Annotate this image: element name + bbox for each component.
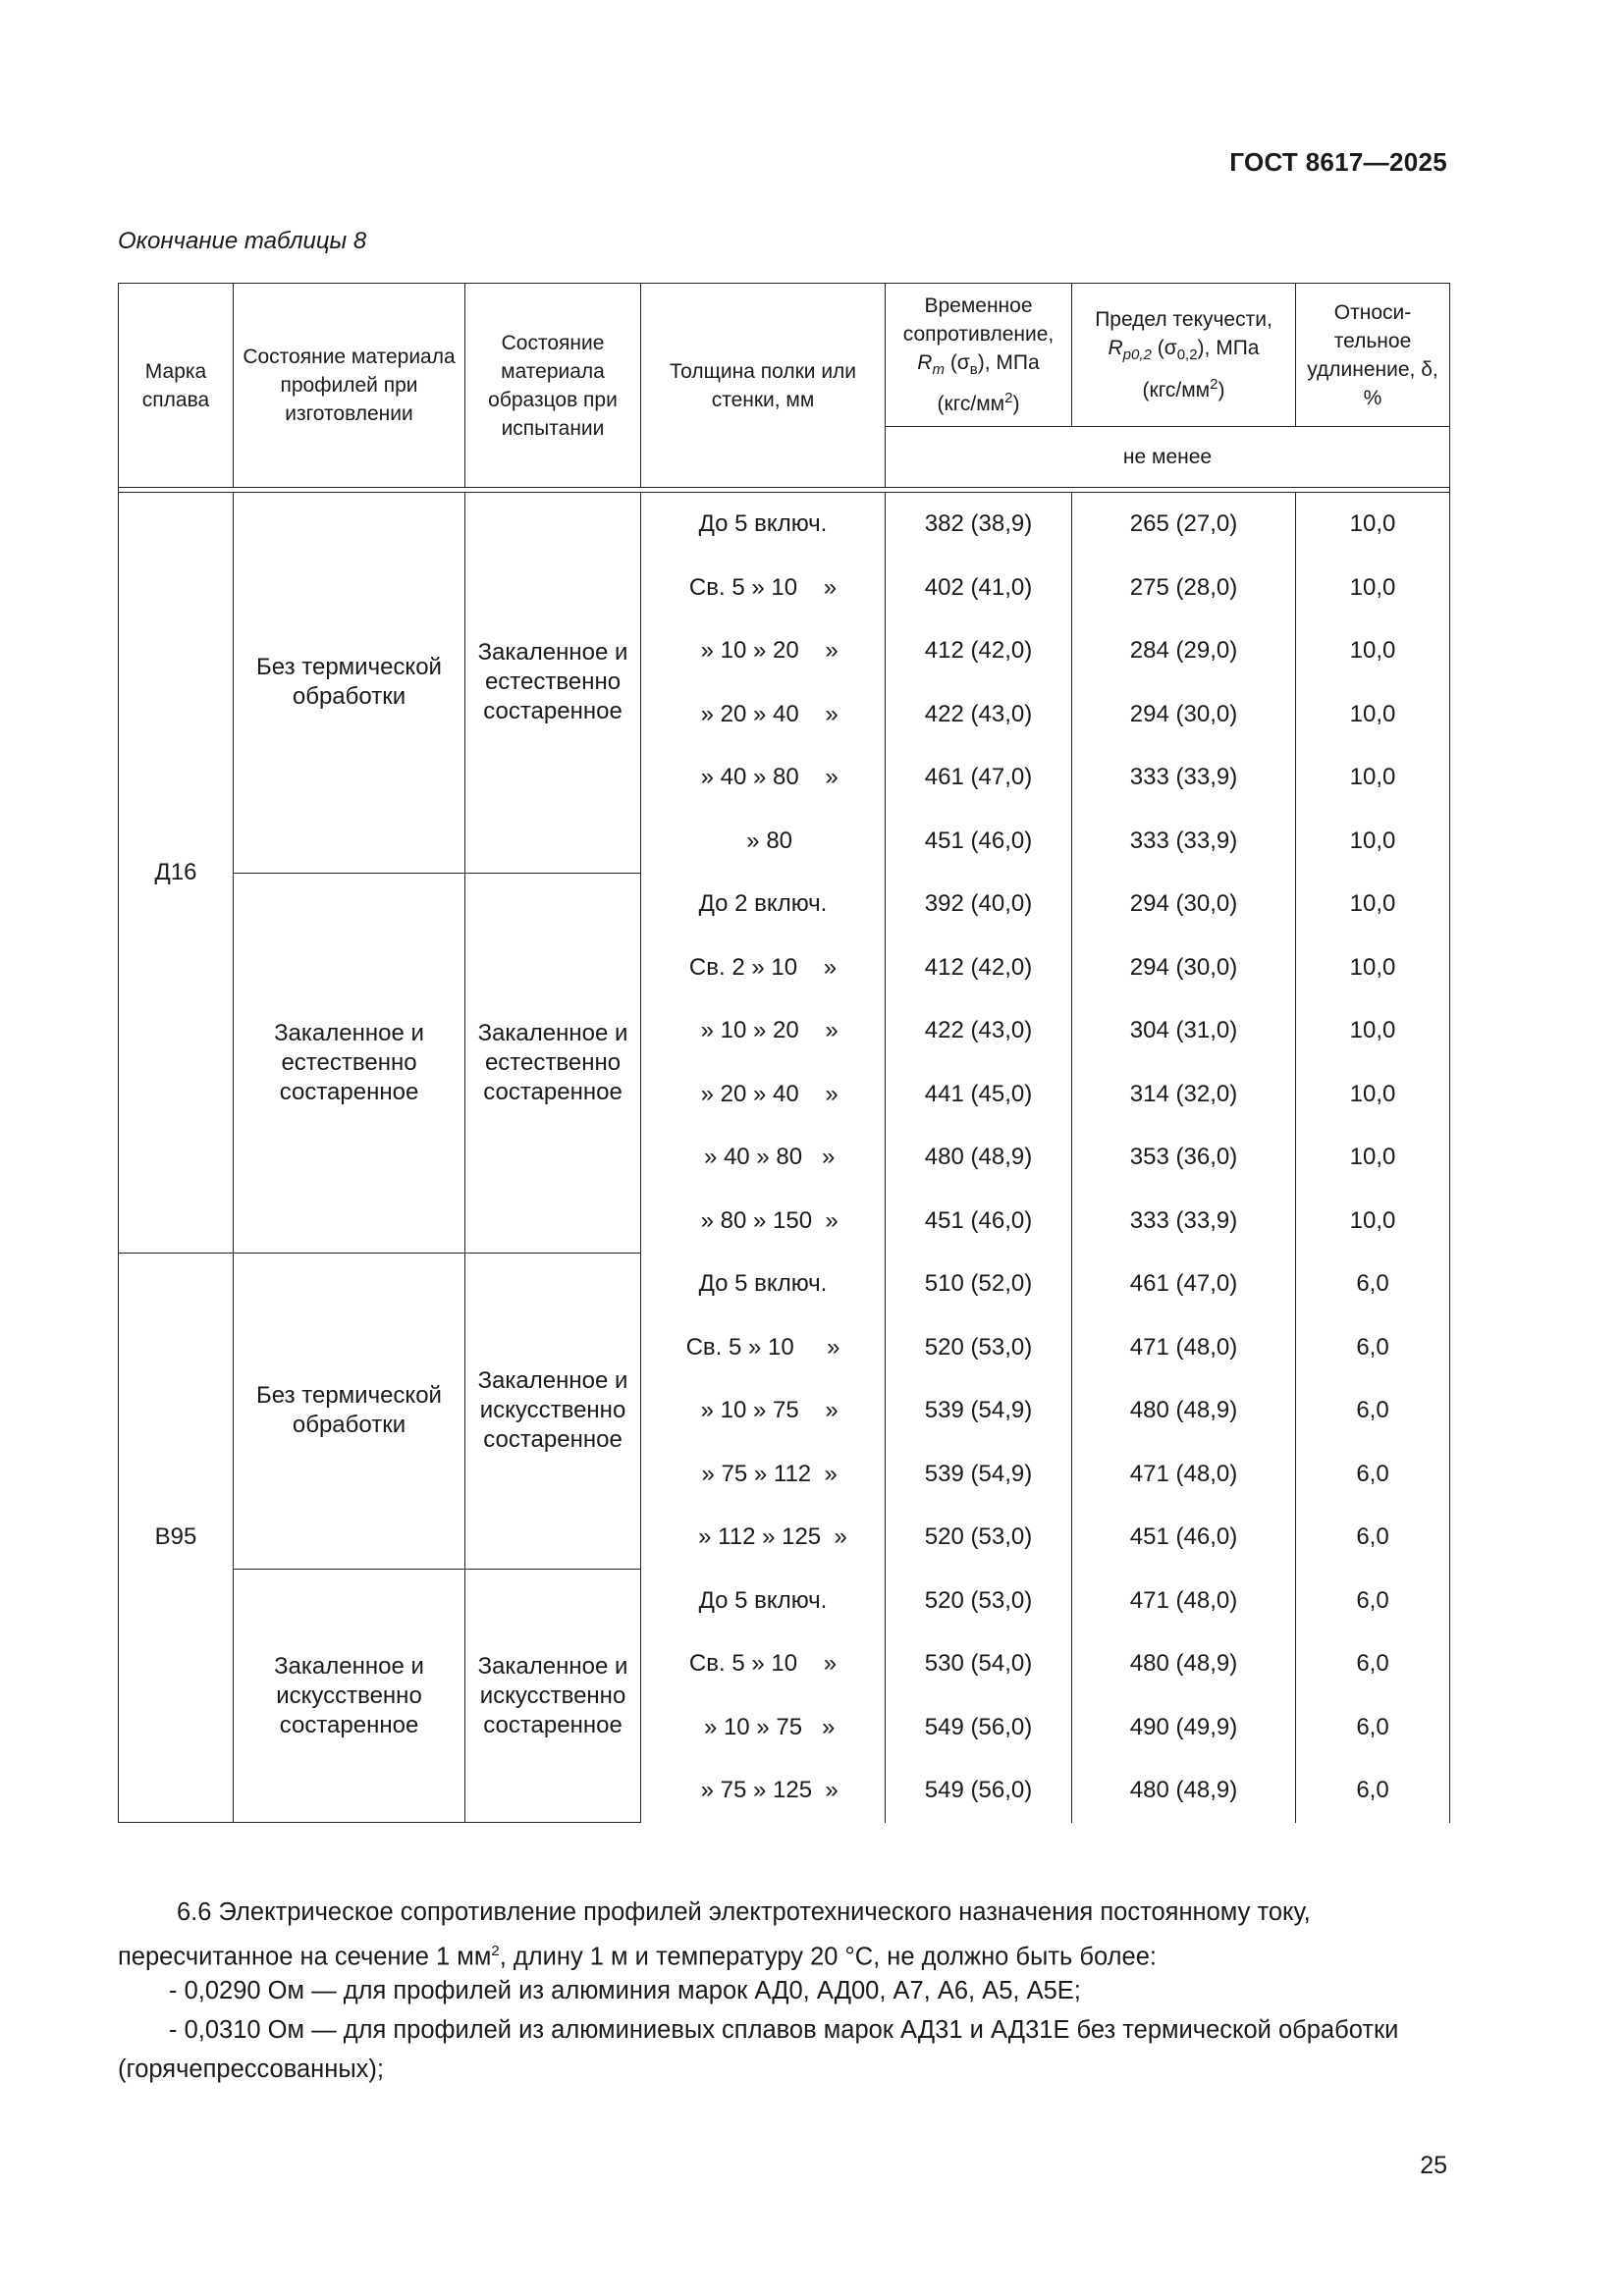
cell-thickness: » 10 » 75 »	[641, 1696, 886, 1760]
cell-elongation: 10,0	[1296, 1126, 1450, 1190]
cell-elongation: 10,0	[1296, 1063, 1450, 1127]
cell-elongation: 10,0	[1296, 936, 1450, 1000]
cell-yield: 304 (31,0)	[1072, 999, 1296, 1063]
cell-yield: 461 (47,0)	[1072, 1253, 1296, 1316]
bullet-aluminium: - 0,0290 Ом — для профилей из алюминия марок АД0, АД00, А7, А6, А5, А5Е;	[169, 1977, 1081, 2004]
cell-thickness: » 40 » 80 »	[641, 746, 886, 810]
cell-tensile: 520 (53,0)	[886, 1506, 1072, 1570]
document-id: ГОСТ 8617—2025	[1229, 147, 1447, 177]
cell-yield: 471 (48,0)	[1072, 1316, 1296, 1380]
cell-sample-state: Закаленное и естественно состаренное	[465, 873, 641, 1253]
cell-sample-state: Закаленное и искусственно состаренное	[465, 1253, 641, 1570]
header-tensile-strength: Временное сопротивление, $R_m$ $(\sigma_в)$, МПа $(кгс/мм^2)$	[886, 284, 1072, 427]
table-caption: Окончание таблицы 8	[118, 228, 367, 254]
cell-elongation: 10,0	[1296, 999, 1450, 1063]
cell-yield: 265 (27,0)	[1072, 493, 1296, 557]
header-minimum: не менее	[886, 427, 1450, 488]
cell-elongation: 10,0	[1296, 1190, 1450, 1254]
table-body	[119, 493, 1450, 1823]
cell-yield: 333 (33,9)	[1072, 1190, 1296, 1254]
cell-elongation: 6,0	[1296, 1253, 1450, 1316]
cell-tensile: 422 (43,0)	[886, 683, 1072, 747]
table-row	[119, 493, 1450, 557]
cell-elongation: 10,0	[1296, 873, 1450, 936]
cell-thickness: Св. 5 » 10 »	[641, 1632, 886, 1696]
cell-yield: 471 (48,0)	[1072, 1570, 1296, 1633]
cell-elongation: 10,0	[1296, 683, 1450, 747]
cell-tensile: 549 (56,0)	[886, 1696, 1072, 1760]
cell-elongation: 10,0	[1296, 810, 1450, 874]
cell-tensile: 539 (54,9)	[886, 1379, 1072, 1443]
cell-profile-state: Без термической обработки	[234, 1253, 465, 1570]
cell-yield: 294 (30,0)	[1072, 873, 1296, 936]
cell-thickness: » 10 » 20 »	[641, 619, 886, 683]
cell-yield: 294 (30,0)	[1072, 936, 1296, 1000]
cell-elongation: 10,0	[1296, 493, 1450, 557]
cell-yield: 480 (48,9)	[1072, 1759, 1296, 1823]
cell-elongation: 10,0	[1296, 746, 1450, 810]
cell-alloy: Д16	[119, 493, 234, 1254]
table-row	[119, 873, 1450, 936]
cell-tensile: 422 (43,0)	[886, 999, 1072, 1063]
header-yield-strength: Предел текучести, $R_{p0,2}$ $(\sigma_{0,2})$, МПа $(кгс/мм^2)$	[1072, 284, 1296, 427]
cell-yield: 490 (49,9)	[1072, 1696, 1296, 1760]
bullet-alloys: - 0,0310 Ом — для профилей из алюминиевых сплавов марок АД31 и АД31Е без термической обработки (горячепрессованных);	[118, 2016, 1399, 2083]
cell-profile-state: Закаленное и искусственно состаренное	[234, 1570, 465, 1823]
cell-elongation: 6,0	[1296, 1696, 1450, 1760]
page-number: 25	[1420, 2152, 1447, 2179]
cell-elongation: 10,0	[1296, 557, 1450, 620]
cell-tensile: 549 (56,0)	[886, 1759, 1072, 1823]
cell-thickness: » 75 » 125 »	[641, 1759, 886, 1823]
cell-tensile: 412 (42,0)	[886, 619, 1072, 683]
cell-yield: 333 (33,9)	[1072, 746, 1296, 810]
header-elongation: Относи-тельное удлинение, δ, %	[1296, 284, 1450, 427]
cell-tensile: 520 (53,0)	[886, 1316, 1072, 1380]
cell-profile-state: Закаленное и естественно состаренное	[234, 873, 465, 1253]
cell-sample-state: Закаленное и искусственно состаренное	[465, 1570, 641, 1823]
cell-thickness: » 10 » 75 »	[641, 1379, 886, 1443]
mechanical-properties-table	[118, 283, 1450, 1823]
cell-tensile: 392 (40,0)	[886, 873, 1072, 936]
cell-thickness: » 20 » 40 »	[641, 683, 886, 747]
cell-tensile: 441 (45,0)	[886, 1063, 1072, 1127]
cell-thickness: Св. 2 » 10 »	[641, 936, 886, 1000]
cell-thickness: » 20 » 40 »	[641, 1063, 886, 1127]
cell-thickness: » 80	[641, 810, 886, 874]
header-profile-state: Состояние материала профилей при изготовлении	[234, 284, 465, 488]
cell-elongation: 10,0	[1296, 619, 1450, 683]
cell-tensile: 402 (41,0)	[886, 557, 1072, 620]
paragraph-6-6: 6.6 Электрическое сопротивление профилей электротехнического назначения постоянному току, пересчитанное на сечение 1 $мм^2$, длину 1 м и температуру 20 °С, не должно быть более:	[118, 1898, 1311, 1971]
cell-thickness: До 5 включ.	[641, 1570, 886, 1633]
cell-tensile: 530 (54,0)	[886, 1632, 1072, 1696]
cell-alloy: В95	[119, 1253, 234, 1823]
table-row	[119, 1253, 1450, 1316]
cell-yield: 451 (46,0)	[1072, 1506, 1296, 1570]
cell-yield: 480 (48,9)	[1072, 1379, 1296, 1443]
table-row	[119, 1570, 1450, 1633]
cell-tensile: 510 (52,0)	[886, 1253, 1072, 1316]
cell-tensile: 539 (54,9)	[886, 1443, 1072, 1507]
cell-tensile: 451 (46,0)	[886, 1190, 1072, 1254]
cell-elongation: 6,0	[1296, 1379, 1450, 1443]
cell-thickness: » 80 » 150 »	[641, 1190, 886, 1254]
cell-elongation: 6,0	[1296, 1316, 1450, 1380]
cell-thickness: » 75 » 112 »	[641, 1443, 886, 1507]
cell-tensile: 461 (47,0)	[886, 746, 1072, 810]
cell-elongation: 6,0	[1296, 1506, 1450, 1570]
cell-thickness: » 40 » 80 »	[641, 1126, 886, 1190]
cell-thickness: » 10 » 20 »	[641, 999, 886, 1063]
cell-tensile: 480 (48,9)	[886, 1126, 1072, 1190]
cell-tensile: 451 (46,0)	[886, 810, 1072, 874]
cell-yield: 314 (32,0)	[1072, 1063, 1296, 1127]
cell-yield: 471 (48,0)	[1072, 1443, 1296, 1507]
cell-elongation: 6,0	[1296, 1632, 1450, 1696]
cell-yield: 333 (33,9)	[1072, 810, 1296, 874]
cell-yield: 284 (29,0)	[1072, 619, 1296, 683]
header-sample-state: Состояние материала образцов при испытании	[465, 284, 641, 488]
cell-thickness: До 2 включ.	[641, 873, 886, 936]
cell-yield: 275 (28,0)	[1072, 557, 1296, 620]
header-thickness: Толщина полки или стенки, мм	[641, 284, 886, 488]
cell-thickness: Св. 5 » 10 »	[641, 557, 886, 620]
cell-elongation: 6,0	[1296, 1570, 1450, 1633]
cell-yield: 480 (48,9)	[1072, 1632, 1296, 1696]
cell-thickness: » 112 » 125 »	[641, 1506, 886, 1570]
cell-thickness: Св. 5 » 10 »	[641, 1316, 886, 1380]
cell-elongation: 6,0	[1296, 1443, 1450, 1507]
cell-tensile: 382 (38,9)	[886, 493, 1072, 557]
cell-thickness: До 5 включ.	[641, 1253, 886, 1316]
cell-elongation: 6,0	[1296, 1759, 1450, 1823]
cell-profile-state: Без термической обработки	[234, 493, 465, 874]
cell-sample-state: Закаленное и естественно состаренное	[465, 493, 641, 874]
cell-tensile: 412 (42,0)	[886, 936, 1072, 1000]
header-alloy: Марка сплава	[119, 284, 234, 488]
cell-yield: 294 (30,0)	[1072, 683, 1296, 747]
cell-yield: 353 (36,0)	[1072, 1126, 1296, 1190]
cell-thickness: До 5 включ.	[641, 493, 886, 557]
cell-tensile: 520 (53,0)	[886, 1570, 1072, 1633]
